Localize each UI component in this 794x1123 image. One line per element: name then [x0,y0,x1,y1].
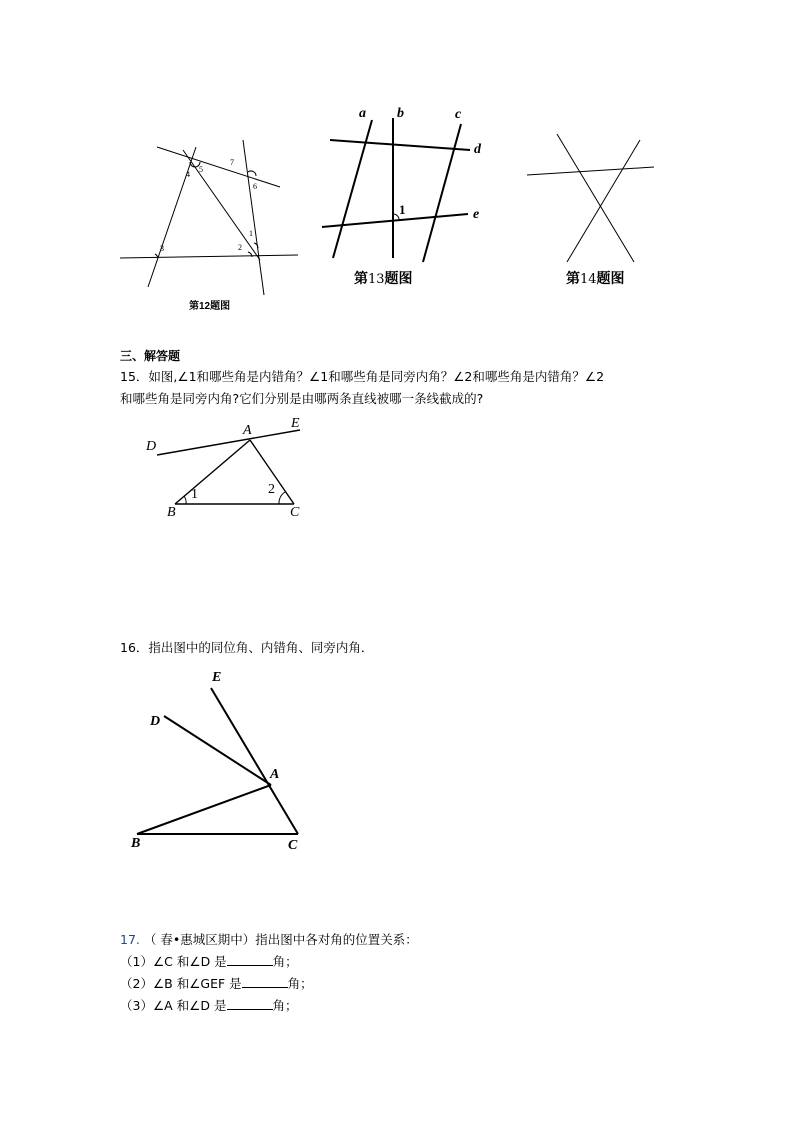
fig14-caption-num: 14 [580,272,597,287]
q17-item-1-suffix: 角； [272,954,298,969]
q17-item-1-prefix: （1）∠C 和∠D 是 [120,954,227,969]
fig13-label-b: b [397,106,404,121]
fig13-caption-suffix: 题图 [384,271,413,287]
fig13-label-d: d [474,142,481,157]
q17-item-3 [120,995,418,1017]
fig14-caption-prefix: 第 [566,271,580,287]
q17-item-2-blank[interactable] [242,975,288,988]
fig13-label-e: e [473,207,480,222]
fig13-caption-prefix: 第 [354,271,368,287]
q15-line2: 和哪些角是同旁内角?它们分别是由哪两条直线被哪一条线截成的? [120,391,484,406]
fig16-line-EC [211,688,298,834]
q17-stem: （ 春•惠城区期中）指出图中各对角的位置关系： [143,932,418,947]
q17-item-1 [120,951,418,973]
fig14-caption-suffix: 题图 [596,271,625,287]
fig12-caption: 第12题图 [189,301,231,312]
fig13-angle-1: 1 [399,202,406,217]
fig13-label-a: a [359,106,366,121]
q15-line1: 15．如图,∠1和哪些角是内错角？∠1和哪些角是同旁内角？∠2和哪些角是内错角？∠2 [120,369,605,384]
q17-item-2-prefix: （2）∠B 和∠GEF 是 [120,976,242,991]
fig15-label-B: B [167,505,176,520]
fig15-label-C: C [290,505,300,520]
fig16-label-D: D [150,714,161,729]
q17-item-2-suffix: 角； [287,976,313,991]
fig15-label-A: A [243,423,252,438]
fig12-angle-5: 5 [199,165,203,174]
fig12-angle-2: 2 [238,243,242,252]
q16-text: 16．指出图中的同位角、内错角、同旁内角． [120,640,374,655]
fig12-angle-4: 4 [186,170,190,179]
fig15-angle-1: 1 [191,487,198,502]
fig15-angle-2: 2 [268,482,275,497]
fig16-label-B: B [131,836,141,851]
fig12-angle-1: 1 [249,229,253,238]
q17-number: 17. [120,932,140,947]
fig15-label-D: D [146,439,157,454]
q17-item-3-blank[interactable] [227,997,273,1010]
q17 [120,929,418,1017]
fig12-angle-7: 7 [230,158,234,167]
fig16-label-C: C [288,838,298,853]
fig13-label-c: c [455,107,462,122]
fig12-angle-3: 3 [160,244,164,253]
q17-item-3-suffix: 角； [272,998,298,1013]
q17-item-3-prefix: （3）∠A 和∠D 是 [120,998,227,1013]
section-title: 三、解答题 [120,349,181,363]
fig15-label-E: E [291,416,300,431]
fig16-label-E: E [212,670,222,685]
fig16-label-A: A [270,767,280,782]
fig16-line-BA [137,785,271,834]
q17-item-2 [120,973,418,995]
fig12-angle-6: 6 [253,182,257,191]
q17-item-1-blank[interactable] [227,953,273,966]
q17-stem-line [120,929,418,951]
fig13-caption-num: 13 [368,272,385,287]
fig16-line-DA [164,716,271,785]
